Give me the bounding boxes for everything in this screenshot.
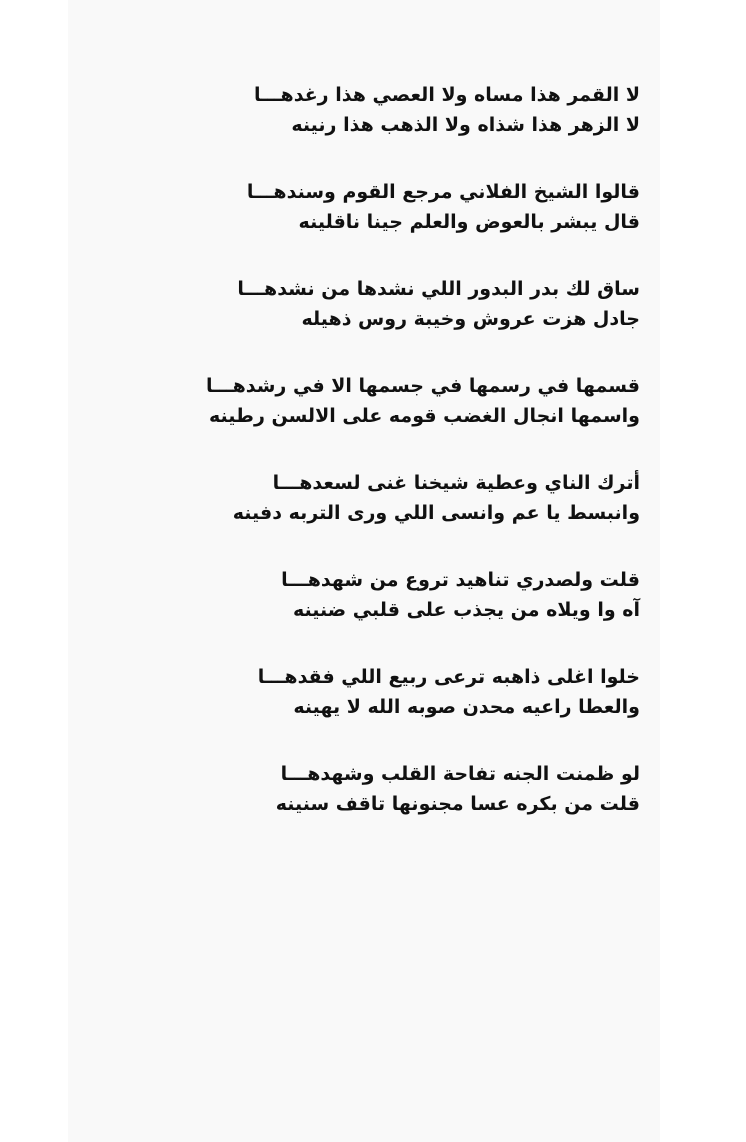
stanza (220, 80, 640, 177)
verse-line: جادل هزت عروش وخيبة روس ذهيله (301, 308, 640, 330)
stanza (220, 759, 640, 856)
stanza (220, 274, 640, 371)
verse-line: لا الزهر هذا شذاه ولا الذهب هذا رنينه (291, 114, 640, 136)
verse-line: وانبسط يا عم وانسى اللي ورى التربه دفينه (232, 502, 640, 524)
stanza (220, 565, 640, 662)
stanza (205, 371, 640, 468)
verse-line: أترك الناي وعطية شيخنا غنى لسعدهـــا (272, 472, 640, 494)
document-page (68, 0, 660, 1142)
verse-line: قلت من بكره عسا مجنونها تاقف سنينه (275, 793, 640, 815)
verse-line: قال يبشر بالعوض والعلم جينا ناقلينه (298, 211, 640, 233)
verse-line: خلوا اغلى ذاهبه ترعى ربيع اللي فقدهـــا (257, 666, 640, 688)
verse-line: آه وا ويلاه من يجذب على قلبي ضنينه (293, 599, 640, 621)
verse-line: ساق لك بدر البدور اللي نشدها من نشدهـــا (237, 278, 640, 300)
stanza (220, 662, 640, 759)
verse-line: قالوا الشيخ الفلاني مرجع القوم وسندهـــا (246, 181, 640, 203)
verse-line: قسمها في رسمها في جسمها الا في رشدهـــا (205, 375, 640, 397)
verse-line: قلت ولصدري تناهيد تروع من شهدهـــا (281, 569, 640, 591)
verse-line: لا القمر هذا مساه ولا العصي هذا رغدهـــا (253, 84, 640, 106)
poem (205, 80, 640, 856)
stanza (220, 468, 640, 565)
verse-line: واسمها انجال الغضب قومه على الالسن رطينه (209, 405, 640, 427)
stanza (220, 177, 640, 274)
verse-line: والعطا راعيه محدن صوبه الله لا يهينه (293, 696, 640, 718)
verse-line: لو ظمنت الجنه تفاحة القلب وشهدهـــا (280, 763, 640, 785)
